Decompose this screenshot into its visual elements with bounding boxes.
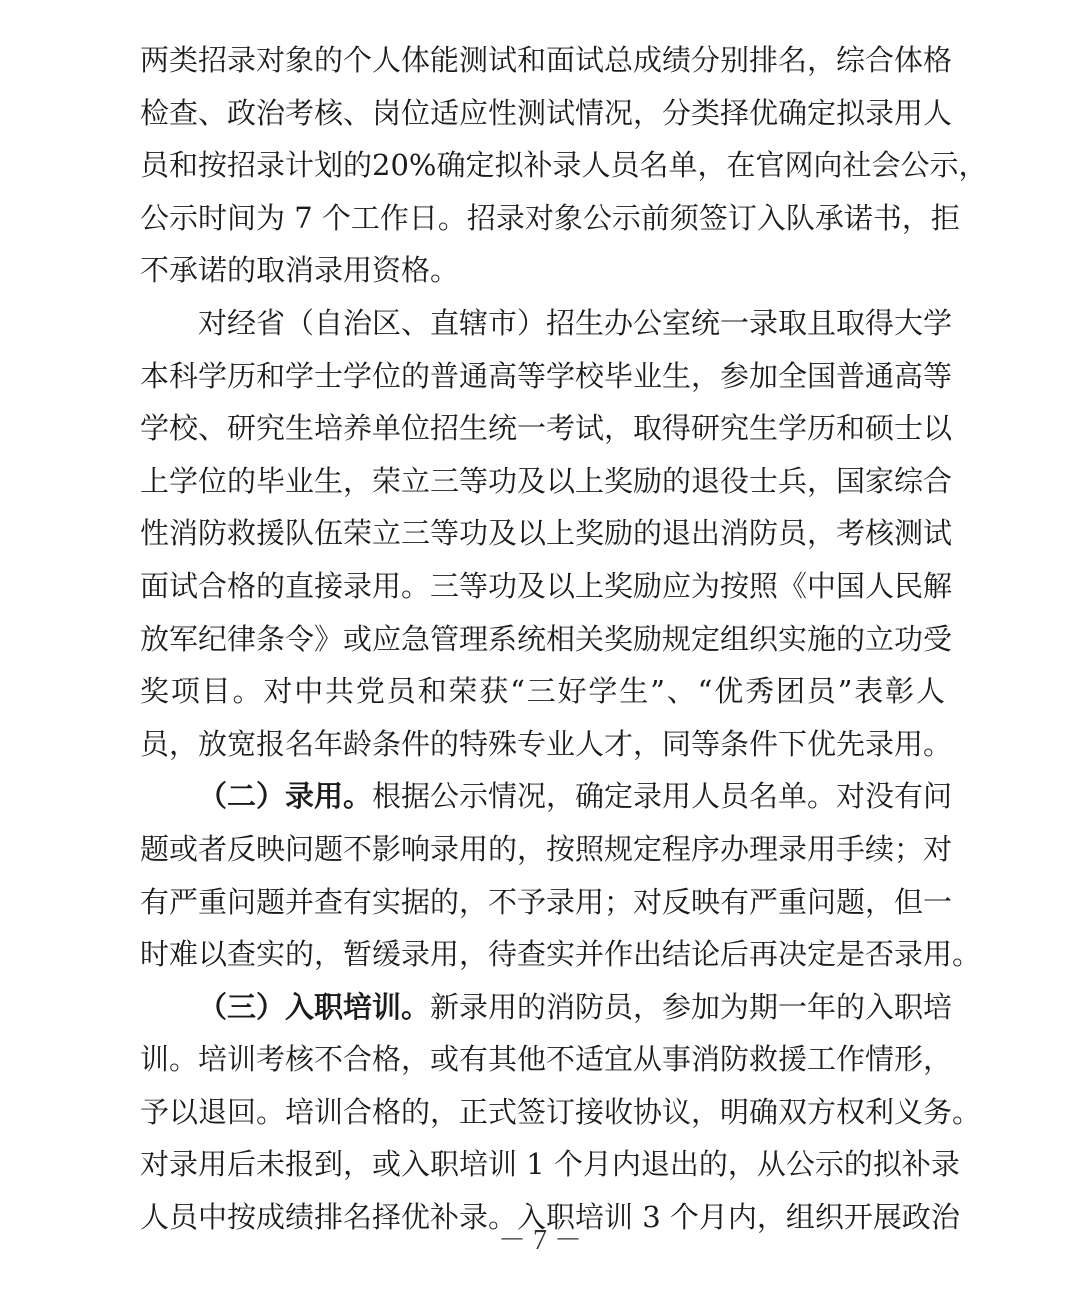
text-line: 有严重问题并查有实据的，不予录用；对反映有严重问题，但一 — [140, 884, 953, 919]
section-2-text: 根据公示情况，确定录用人员名单。对没有问 — [372, 779, 953, 814]
section-3-line — [140, 981, 953, 1034]
text-line: 不承诺的取消录用资格。 — [140, 253, 460, 288]
text-line: 学校、研究生培养单位招生统一考试，取得研究生学历和硕士以 — [140, 411, 953, 446]
text-line: 人员中按成绩排名择优补录。入职培训 3 个月内，组织开展政治 — [140, 1200, 960, 1235]
text-line: 对录用后未报到，或入职培训 1 个月内退出的，从公示的拟补录 — [140, 1147, 960, 1182]
text-line: 训。培训考核不合格，或有其他不适宜从事消防救援工作情形， — [140, 1042, 953, 1077]
text-line: 两类招录对象的个人体能测试和面试总成绩分别排名，综合体格 — [140, 43, 953, 77]
page-number: － 7 － — [497, 1225, 582, 1256]
text-line: 本科学历和学士学位的普通高等学校毕业生，参加全国普通高等 — [140, 358, 953, 393]
section-3-heading: （三）入职培训。 — [198, 989, 431, 1024]
text-line: 上学位的毕业生，荣立三等功及以上奖励的退役士兵，国家综合 — [140, 463, 953, 498]
text-line: 题或者反映问题不影响录用的，按照规定程序办理录用手续；对 — [140, 831, 953, 866]
text-line: 放军纪律条令》或应急管理系统相关奖励规定组织实施的立功受 — [140, 621, 953, 656]
section-2-line — [140, 770, 953, 823]
text-line: 员和按招录计划的20%确定拟补录人员名单，在官网向社会公示， — [140, 148, 988, 183]
text-line: 检查、政治考核、岗位适应性测试情况，分类择优确定拟录用人 — [140, 95, 953, 130]
section-2-heading: （二）录用。 — [198, 779, 373, 814]
text-line: 时难以查实的，暂缓录用，待查实并作出结论后再决定是否录用。 — [140, 937, 982, 972]
section-3-text: 新录用的消防员，参加为期一年的入职培 — [430, 989, 953, 1024]
text-line: 奖项目。对中共党员和荣获“三好学生”、“优秀团员”表彰人 — [140, 674, 945, 709]
text-line: 公示时间为 7 个工作日。招录对象公示前须签订入队承诺书，拒 — [140, 200, 960, 235]
text-line: 面试合格的直接录用。三等功及以上奖励应为按照《中国人民解 — [140, 568, 953, 603]
text-line: 员，放宽报名年龄条件的特殊专业人才，同等条件下优先录用。 — [140, 726, 953, 761]
text-line: 性消防救援队伍荣立三等功及以上奖励的退出消防员，考核测试 — [140, 516, 953, 551]
text-line: 予以退回。培训合格的，正式签订接收协议，明确双方权利义务。 — [140, 1094, 982, 1129]
paragraph-start-line: 对经省（自治区、直辖市）招生办公室统一录取且取得大学 — [198, 305, 953, 340]
body-text — [140, 34, 988, 1244]
